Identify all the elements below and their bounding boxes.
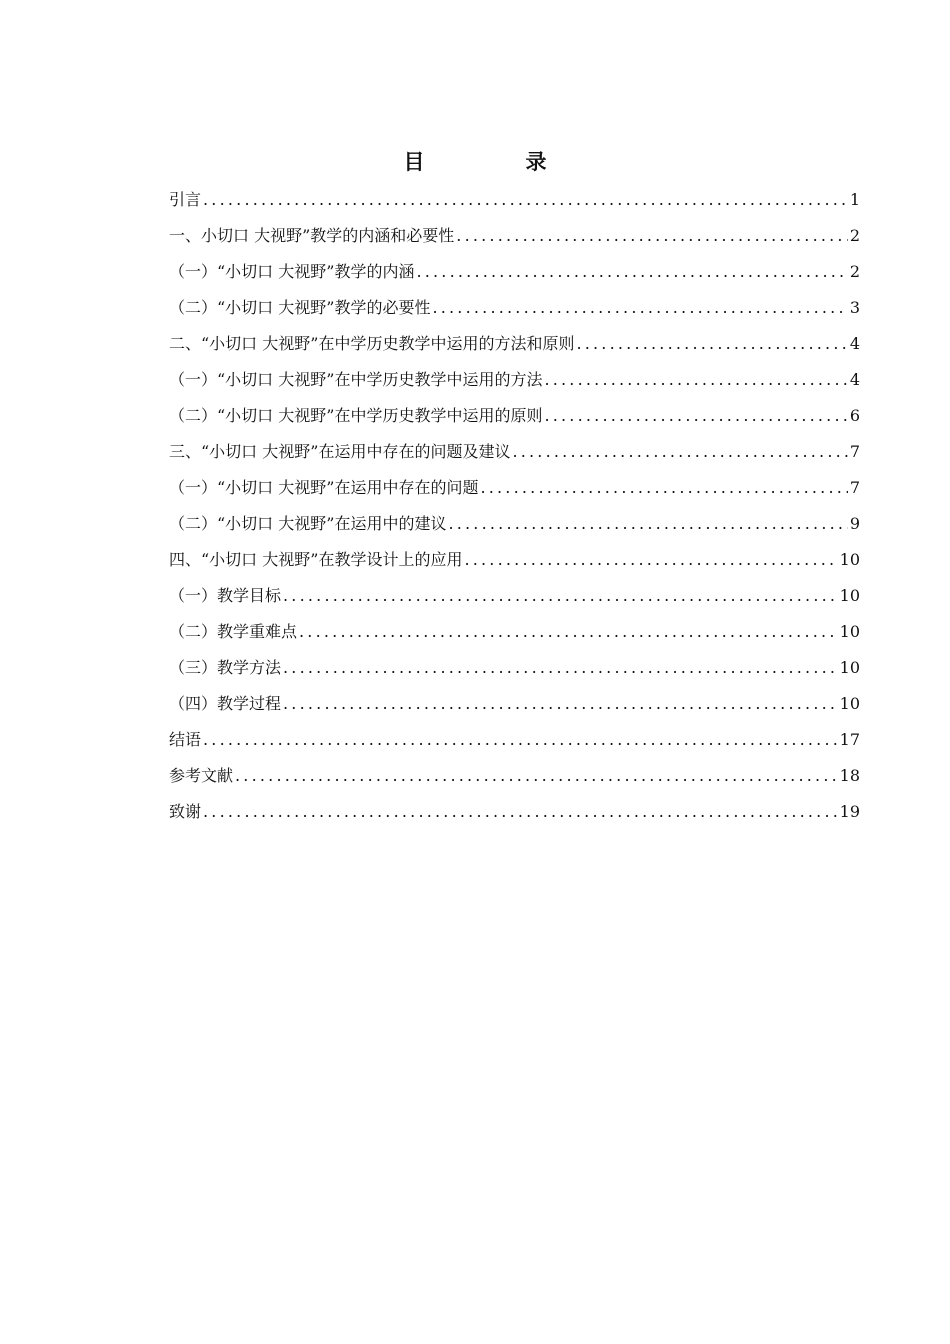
toc-page-number: 17 xyxy=(839,730,860,749)
dot-leader xyxy=(203,794,838,830)
toc-entry[interactable] xyxy=(169,506,860,542)
toc-entry[interactable] xyxy=(169,794,860,830)
toc-entry-label: 四、“小切口 大视野”在教学设计上的应用 xyxy=(169,550,463,569)
toc-entry-label: （一）“小切口 大视野”教学的内涵 xyxy=(169,262,415,281)
toc-page-number: 4 xyxy=(849,334,860,353)
toc-entry-label: （一）“小切口 大视野”在运用中存在的问题 xyxy=(169,478,479,497)
toc-entry-label: （四）教学过程 xyxy=(169,694,282,713)
dot-leader xyxy=(283,578,838,614)
dot-leader xyxy=(480,470,847,506)
dot-leader xyxy=(544,362,847,398)
toc-entry-label: 参考文献 xyxy=(169,766,234,785)
toc-page-number: 10 xyxy=(839,550,860,569)
toc-page-number: 10 xyxy=(839,694,860,713)
toc-entry[interactable] xyxy=(169,470,860,506)
toc-entry-label: （二）“小切口 大视野”在中学历史教学中运用的原则 xyxy=(169,406,543,425)
dot-leader xyxy=(283,686,838,722)
toc-page-number: 2 xyxy=(849,262,860,281)
toc-entry[interactable] xyxy=(169,542,860,578)
dot-leader xyxy=(416,254,847,290)
toc-entry[interactable] xyxy=(169,398,860,434)
toc-entry-label: 三、“小切口 大视野”在运用中存在的问题及建议 xyxy=(169,442,511,461)
toc-entry-label: （二）“小切口 大视野”在运用中的建议 xyxy=(169,514,447,533)
toc-entry[interactable] xyxy=(169,686,860,722)
dot-leader xyxy=(203,722,838,758)
toc-page-number: 7 xyxy=(849,478,860,497)
toc-entry[interactable] xyxy=(169,326,860,362)
toc-entry-label: （二）“小切口 大视野”教学的必要性 xyxy=(169,298,431,317)
toc-entry[interactable] xyxy=(169,434,860,470)
toc-entry-label: 二、“小切口 大视野”在中学历史教学中运用的方法和原则 xyxy=(169,334,575,353)
toc-entry[interactable] xyxy=(169,614,860,650)
toc-page-number: 10 xyxy=(839,586,860,605)
toc-page-number: 3 xyxy=(849,298,860,317)
toc-entry[interactable] xyxy=(169,182,860,218)
toc-entry[interactable] xyxy=(169,722,860,758)
dot-leader xyxy=(432,290,847,326)
toc-page-number: 4 xyxy=(849,370,860,389)
dot-leader xyxy=(512,434,847,470)
toc-page-number: 10 xyxy=(839,658,860,677)
toc-entry[interactable] xyxy=(169,758,860,794)
toc-entry-label: 结语 xyxy=(169,730,202,749)
toc-entry[interactable] xyxy=(169,578,860,614)
toc-entry-label: （一）“小切口 大视野”在中学历史教学中运用的方法 xyxy=(169,370,543,389)
toc-page-number: 18 xyxy=(839,766,860,785)
toc-page-number: 19 xyxy=(839,802,860,821)
dot-leader xyxy=(299,614,838,650)
toc-title: 目 录 xyxy=(403,149,587,174)
toc-entry-label: 一、小切口 大视野”教学的内涵和必要性 xyxy=(169,226,455,245)
dot-leader xyxy=(544,398,847,434)
toc-page-number: 10 xyxy=(839,622,860,641)
toc-list xyxy=(169,182,860,830)
toc-entry-label: （二）教学重难点 xyxy=(169,622,298,641)
dot-leader xyxy=(576,326,847,362)
toc-entry[interactable] xyxy=(169,218,860,254)
dot-leader xyxy=(464,542,837,578)
toc-entry-label: （三）教学方法 xyxy=(169,658,282,677)
dot-leader xyxy=(448,506,847,542)
toc-page-number: 9 xyxy=(849,514,860,533)
dot-leader xyxy=(235,758,838,794)
toc-entry[interactable] xyxy=(169,290,860,326)
dot-leader xyxy=(203,182,848,218)
toc-page-number: 2 xyxy=(849,226,860,245)
toc-entry-label: （一）教学目标 xyxy=(169,586,282,605)
dot-leader xyxy=(283,650,838,686)
toc-entry-label: 致谢 xyxy=(169,802,202,821)
toc-page-number: 6 xyxy=(849,406,860,425)
toc-entry[interactable] xyxy=(169,362,860,398)
dot-leader xyxy=(456,218,848,254)
toc-page-number: 7 xyxy=(849,442,860,461)
toc-page-number: 1 xyxy=(849,190,860,209)
toc-entry[interactable] xyxy=(169,650,860,686)
toc-entry-label: 引言 xyxy=(169,190,202,209)
toc-entry[interactable] xyxy=(169,254,860,290)
